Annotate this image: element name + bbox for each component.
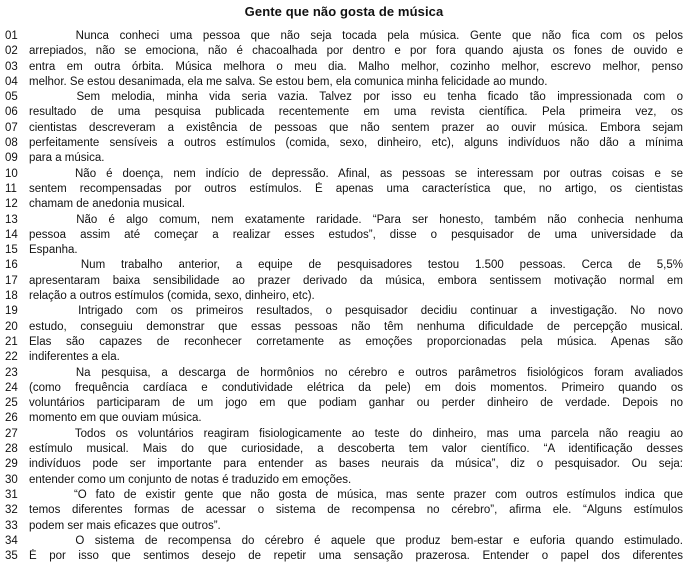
line-number: 02: [5, 45, 18, 58]
paragraph-indent: [29, 436, 65, 437]
line-text-block: [29, 274, 683, 289]
text-line: [5, 411, 683, 426]
line-text: Elas são capazes de reconhecer corretamente as emoções proporcionadas pela música. Apenas são: [29, 335, 683, 348]
line-number: 17: [5, 274, 18, 287]
line-text-block: [29, 60, 683, 75]
text-line: [5, 75, 683, 90]
text-line: [5, 473, 683, 488]
line-text: cientistas descreveram a existência de pessoas que não sentem prazer ao ouvir música. Embora sejam: [29, 121, 683, 134]
line-text: (como frequência cardíaca e condutividade elétrica da pele) em dois momentos. Primeiro quando os: [29, 381, 683, 394]
line-text-block: [29, 29, 683, 44]
line-text-block: [29, 75, 683, 90]
line-text: sentem recompensadas por outros estímulos. É apenas uma característica que, no artigo, os cientistas: [29, 182, 683, 195]
line-text-block: [29, 381, 683, 396]
line-number: 14: [5, 228, 18, 241]
text-line: [5, 350, 683, 365]
line-text: Todos os voluntários reagiram fisiologicamente ao teste do dinheiro, mas uma parcela não reagiu ao: [74, 427, 683, 440]
text-line: [5, 488, 683, 503]
line-number: 11: [5, 182, 17, 195]
line-text-block: [29, 427, 683, 442]
line-text: pessoa assim até começar a realizar esses estudos”, disse o pesquisador de uma universidade da: [29, 228, 683, 241]
line-number: 28: [5, 443, 18, 456]
line-text-block: [29, 228, 683, 243]
line-text: arrepiados, não se emociona, não é chacoalhada por dentro e por fora quando ajusta os fones de ouvido e: [29, 45, 683, 58]
line-text-block: [29, 167, 683, 182]
text-line: [5, 274, 683, 289]
line-text-block: [29, 90, 683, 105]
line-number: 13: [5, 213, 18, 226]
line-text: podem ser mais eficazes que outros”.: [29, 519, 221, 532]
line-text-block: [29, 503, 683, 518]
line-text: Na pesquisa, a descarga de hormônios no cérebro e outros parâmetros fisiológicos foram avaliados: [75, 366, 683, 379]
text-line: [5, 320, 683, 335]
text-line: [5, 427, 683, 442]
line-text-block: [29, 411, 683, 426]
line-text-block: [29, 197, 683, 212]
line-number: 12: [5, 198, 18, 211]
text-line: [5, 105, 683, 120]
text-line: [5, 29, 683, 44]
line-text: relação a outros estímulos (comida, sexo, dinheiro, etc).: [29, 290, 315, 303]
text-line: [5, 197, 683, 212]
line-text: “O fato de existir gente que não gosta de música, mas sente prazer com outros estímulos indica que: [73, 488, 683, 501]
text-line: [5, 44, 683, 59]
line-text: temos diferentes formas de acessar o sistema de recompensa no cérebro”, afirma ele. “Alguns estímulos: [29, 504, 683, 517]
text-body: [5, 29, 683, 564]
line-number: 01: [5, 30, 18, 42]
text-line: [5, 304, 683, 319]
line-number: 31: [5, 488, 18, 501]
paragraph-indent: [29, 497, 65, 498]
line-text-block: [29, 121, 683, 136]
line-text-block: [29, 366, 683, 381]
line-number: 34: [5, 534, 18, 547]
line-text-block: [29, 320, 683, 335]
text-line: [5, 519, 683, 534]
line-text: momento em que ouviam música.: [29, 412, 202, 425]
line-text-block: [29, 289, 683, 304]
line-number: 35: [5, 550, 18, 563]
line-text-block: [29, 105, 683, 120]
paragraph-indent: [29, 99, 65, 100]
text-line: [5, 60, 683, 75]
text-line: [5, 228, 683, 243]
line-text-block: [29, 335, 683, 350]
line-number: 27: [5, 427, 18, 440]
line-text: Sem melodia, minha vida seria vazia. Talvez por isso eu tenha ficado tão impressionada com o: [76, 91, 683, 104]
line-text-block: [29, 534, 683, 549]
line-text: indivíduos pode ser importante para entender as bases neurais da música”, diz o pesquisador. Ou seja:: [29, 458, 683, 471]
line-text: Num trabalho anterior, a equipe de pesquisadores testou 1.500 pessoas. Cerca de 5,5%: [80, 259, 683, 272]
line-number: 33: [5, 519, 18, 532]
line-number: 19: [5, 305, 18, 318]
line-text-block: [29, 442, 683, 457]
line-number: 18: [5, 290, 18, 303]
line-text-block: [29, 258, 683, 273]
text-line: [5, 121, 683, 136]
line-text-block: [29, 473, 683, 488]
line-number: 30: [5, 473, 18, 486]
line-text: entender como um conjunto de notas é traduzido em emoções.: [29, 473, 352, 486]
line-text: perfeitamente sensíveis a outros estímulos (comida, sexo, dinheiro, etc), alguns indivíduos não dão a mínima: [29, 137, 683, 150]
line-text-block: [29, 136, 683, 151]
line-text-block: [29, 151, 683, 166]
document-title: Gente que não gosta de música: [244, 4, 444, 19]
line-number: 15: [5, 244, 18, 257]
paragraph-indent: [29, 543, 65, 544]
text-line: [5, 534, 683, 549]
text-line: [5, 503, 683, 518]
text-line: [5, 381, 683, 396]
line-number: 06: [5, 106, 18, 119]
line-number: 22: [5, 351, 18, 364]
text-line: [5, 289, 683, 304]
line-text: Espanha.: [29, 244, 78, 257]
line-text: estudo, conseguiu demonstrar que essas pessoas não têm nenhuma dificuldade de percepção musical.: [29, 320, 683, 333]
line-text-block: [29, 350, 683, 365]
line-text: É por isso que sentimos desejo de repetir uma sensação prazerosa. Entender o papel dos diferentes: [29, 550, 683, 563]
line-number: 20: [5, 320, 18, 333]
line-text: Nunca conheci uma pessoa que não seja tocada pela música. Gente que não fica com os pelos: [75, 30, 683, 42]
line-text: Não é doença, nem indício de depressão. Afinal, as pessoas se interessam por outras coisas e se: [75, 167, 683, 180]
line-number: 24: [5, 381, 18, 394]
text-line: [5, 151, 683, 166]
line-text-block: [29, 519, 683, 534]
line-text: chamam de anedonia musical.: [29, 198, 185, 211]
line-text: resultado de uma pesquisa publicada recentemente em uma revista científica. Pela primeira vez, os: [29, 106, 683, 119]
text-line: [5, 549, 683, 564]
line-text: Intrigado com os primeiros resultados, o pesquisador decidiu continuar a investigação. No novo: [78, 305, 683, 318]
paragraph-indent: [29, 375, 65, 376]
text-line: [5, 366, 683, 381]
line-number: 07: [5, 121, 18, 134]
line-text-block: [29, 243, 683, 258]
line-text-block: [29, 44, 683, 59]
text-line: [5, 136, 683, 151]
line-text: Não é algo comum, nem exatamente raridade. “Para ser honesto, também não conhecia nenhuma: [76, 213, 683, 226]
line-number: 21: [5, 335, 18, 348]
line-number: 29: [5, 458, 18, 471]
line-number: 32: [5, 504, 18, 517]
text-line: [5, 258, 683, 273]
paragraph-indent: [29, 267, 65, 268]
line-text: indiferentes a ela.: [29, 351, 120, 364]
line-number: 05: [5, 91, 18, 104]
text-line: [5, 213, 683, 228]
text-line: [5, 335, 683, 350]
paragraph-indent: [29, 38, 65, 39]
paragraph-indent: [29, 176, 65, 177]
line-text: voluntários participaram de um jogo em que podiam ganhar ou perder dinheiro de verdade. Depois no: [29, 397, 683, 410]
text-line: [5, 182, 683, 197]
line-number: 03: [5, 60, 18, 73]
line-text: O sistema de recompensa do cérebro é aquele que produz bem-estar e euforia quando estimulado.: [75, 534, 683, 547]
paragraph-indent: [29, 313, 65, 314]
line-number: 26: [5, 412, 18, 425]
line-number: 10: [5, 167, 18, 180]
line-number: 04: [5, 75, 18, 88]
line-text: entra em outra órbita. Música melhora o meu dia. Malho melhor, cozinho melhor, escrevo melhor, penso: [29, 60, 683, 73]
line-text: melhor. Se estou desanimada, ela me salva. Se estou bem, ela comunica minha felicidade ao mundo.: [29, 75, 548, 88]
paragraph-indent: [29, 222, 65, 223]
line-number: 09: [5, 152, 18, 165]
line-text: para a música.: [29, 152, 105, 165]
line-text: apresentaram baixa sensibilidade ao prazer derivado da música, embora sentissem motivação normal em: [29, 274, 683, 287]
line-text: estímulo musical. Mais do que curiosidade, a descoberta tem valor científico. “A identificação desses: [29, 443, 683, 456]
text-line: [5, 90, 683, 105]
line-text-block: [29, 304, 683, 319]
line-number: 16: [5, 259, 18, 272]
line-text-block: [29, 182, 683, 197]
text-line: [5, 457, 683, 472]
line-text-block: [29, 488, 683, 503]
text-line: [5, 442, 683, 457]
line-text-block: [29, 213, 683, 228]
text-line: [5, 167, 683, 182]
text-line: [5, 396, 683, 411]
line-number: 23: [5, 366, 18, 379]
line-text-block: [29, 549, 683, 564]
line-number: 25: [5, 397, 18, 410]
line-text-block: [29, 457, 683, 472]
text-line: [5, 243, 683, 258]
line-number: 08: [5, 137, 18, 150]
line-text-block: [29, 396, 683, 411]
